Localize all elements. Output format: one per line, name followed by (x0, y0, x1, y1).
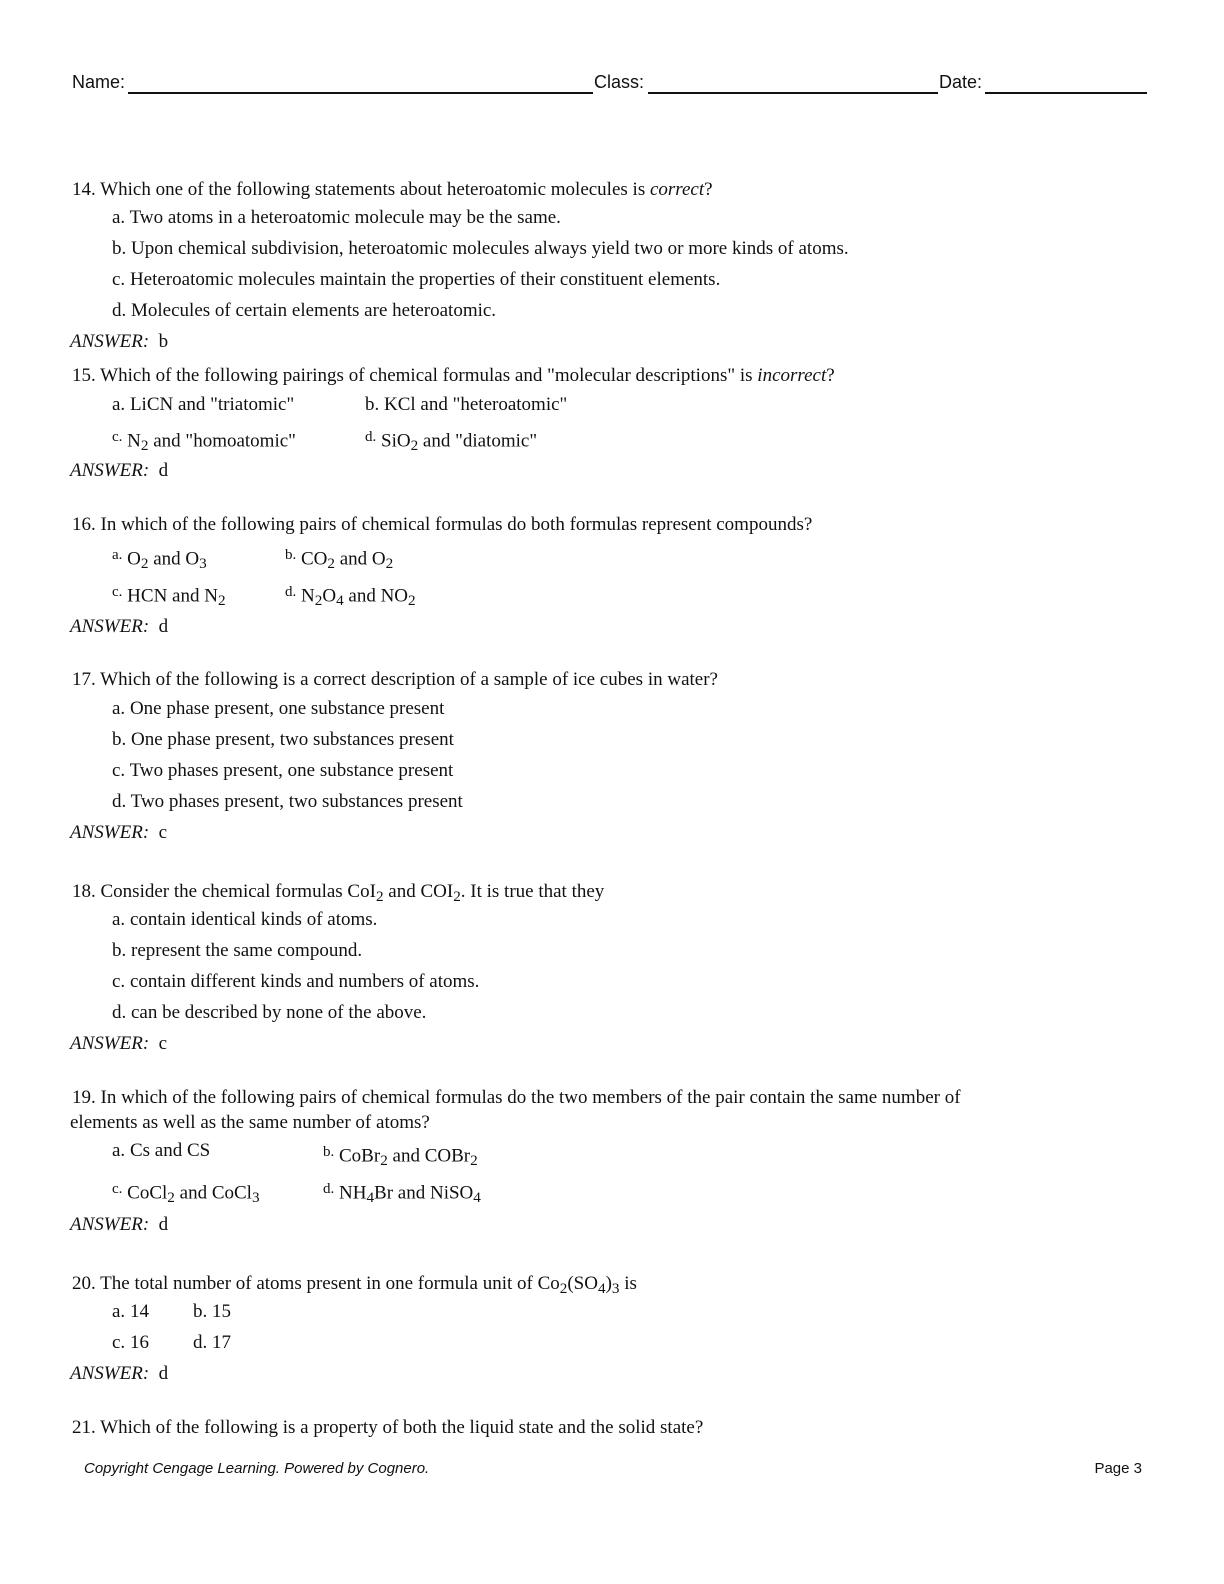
question-18-option-d[interactable]: d. can be described by none of the above. (112, 1002, 427, 1023)
question-20-answer: ANSWER: d (70, 1363, 169, 1384)
class-field-line[interactable] (648, 92, 938, 94)
question-15-option-a[interactable]: a. LiCN and "triatomic" (112, 394, 295, 415)
question-18-stem: 18. Consider the chemical formulas CoI$_2$ and $COI_2$. It is true that they (72, 881, 605, 905)
class-label: Class: (594, 72, 645, 92)
question-14-option-b[interactable]: b. Upon chemical subdivision, heteroatomic molecules always yield two or more kinds of atoms. (112, 238, 849, 259)
question-18-answer: ANSWER: c (70, 1033, 168, 1054)
question-17-answer: ANSWER: c (70, 822, 168, 843)
question-15-option-d[interactable]: $^{d.}$ SiO$_2$ and "diatomic" (365, 429, 538, 455)
question-15-answer: ANSWER: d (70, 460, 169, 481)
name-label: Name: (72, 72, 126, 92)
question-20-option-d[interactable]: d. 17 (193, 1332, 231, 1353)
question-16-option-b[interactable]: $^{b.}$ $CO_2$ and $O_2$ (285, 547, 394, 573)
question-19-option-d[interactable]: $^{d.}$ $NH_4Br$ and NiSO$_4$ (323, 1181, 481, 1207)
question-20-option-b[interactable]: b. 15 (193, 1301, 231, 1322)
question-19-option-b[interactable]: $^{b.}$ CoBr$_2$ and COBr$_2$ (323, 1144, 478, 1170)
question-14-stem: 14. Which one of the following statements about heteroatomic molecules is correct? (72, 179, 713, 200)
question-20-option-a[interactable]: a. 14 (112, 1301, 149, 1322)
name-field-line[interactable] (128, 92, 593, 94)
question-14-option-a[interactable]: a. Two atoms in a heteroatomic molecule may be the same. (112, 207, 561, 228)
question-16-stem: 16. In which of the following pairs of chemical formulas do both formulas represent compounds? (72, 514, 813, 535)
question-19-answer: ANSWER: d (70, 1214, 169, 1235)
footer-copyright: Copyright Cengage Learning. Powered by Cognero. (84, 1460, 430, 1477)
question-21-stem: 21. Which of the following is a property of both the liquid state and the solid state? (72, 1417, 704, 1438)
date-label: Date: (939, 72, 983, 92)
question-19-option-a[interactable]: a. Cs and CS (112, 1140, 211, 1161)
question-15-option-c[interactable]: $^{c.}$ $N_2$ and "homoatomic" (112, 429, 296, 455)
question-18-option-b[interactable]: b. represent the same compound. (112, 940, 363, 961)
question-17-stem: 17. Which of the following is a correct description of a sample of ice cubes in water? (72, 669, 718, 690)
question-14-answer: ANSWER: b (70, 331, 169, 352)
question-20-option-c[interactable]: c. 16 (112, 1332, 149, 1353)
page-number: Page 3 (1094, 1460, 1142, 1477)
question-14-option-d[interactable]: d. Molecules of certain elements are heteroatomic. (112, 300, 497, 321)
question-16-option-c[interactable]: $^{c.}$ HCN and $N_2$ (112, 584, 226, 610)
question-14-option-c[interactable]: c. Heteroatomic molecules maintain the properties of their constituent elements. (112, 269, 721, 290)
question-19-option-c[interactable]: $^{c.}$ CoCl$_2$ and CoCl$_3$ (112, 1181, 260, 1207)
question-20-stem: 20. The total number of atoms present in one formula unit of $Co_2(SO_4)_3$ is (72, 1273, 637, 1297)
question-17-option-c[interactable]: c. Two phases present, one substance present (112, 760, 454, 781)
question-16-option-d[interactable]: $^{d.}$ $N_2O_4$ and $NO_2$ (285, 584, 416, 610)
question-15-option-b[interactable]: b. KCl and "heteroatomic" (365, 394, 568, 415)
question-18-option-c[interactable]: c. contain different kinds and numbers of atoms. (112, 971, 480, 992)
question-17-option-a[interactable]: a. One phase present, one substance present (112, 698, 445, 719)
question-16-option-a[interactable]: $^{a.}$ $O_2$ and $O_3$ (112, 547, 207, 573)
question-19-stem-line2: elements as well as the same number of atoms? (70, 1112, 430, 1133)
date-field-line[interactable] (985, 92, 1147, 94)
question-16-answer: ANSWER: d (70, 616, 169, 637)
question-18-option-a[interactable]: a. contain identical kinds of atoms. (112, 909, 378, 930)
question-17-option-d[interactable]: d. Two phases present, two substances present (112, 791, 463, 812)
question-17-option-b[interactable]: b. One phase present, two substances present (112, 729, 454, 750)
question-19-stem-line1: 19. In which of the following pairs of chemical formulas do the two members of the pair contain the same number of (72, 1087, 961, 1108)
question-15-stem: 15. Which of the following pairings of chemical formulas and "molecular descriptions" is incorrect? (72, 365, 835, 386)
